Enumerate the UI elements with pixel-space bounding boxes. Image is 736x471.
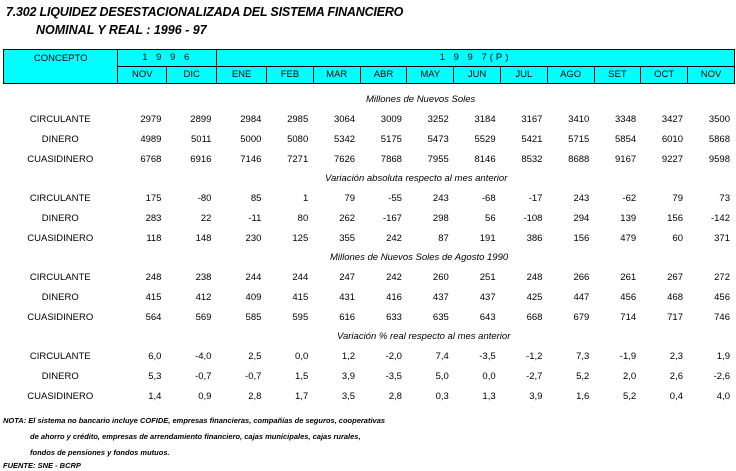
- table-cell: 437: [479, 292, 496, 303]
- table-cell: 243: [432, 193, 449, 204]
- section-label: Variación absoluta respecto al mes anterior: [325, 173, 508, 184]
- table-cell: 242: [386, 233, 402, 244]
- table-cell: 260: [432, 272, 449, 283]
- table-cell: 0,3: [435, 391, 449, 402]
- table-cell: 244: [292, 272, 309, 283]
- note-line-2: de ahorro y crédito, empresas de arrendamiento financiero, cajas municipales, cajas rurales,: [30, 432, 361, 441]
- table-cell: 2,5: [248, 351, 262, 362]
- table-cell: -62: [622, 193, 637, 204]
- table-cell: 156: [573, 233, 590, 244]
- table-cell: 7271: [287, 154, 309, 165]
- table-cell: 425: [526, 292, 543, 303]
- table-row: [3, 189, 735, 209]
- table-cell: 3410: [568, 114, 590, 125]
- table-cell: 73: [719, 193, 730, 204]
- year-1997-header: 1 9 9 7(P): [217, 50, 735, 67]
- table-cell: 3252: [427, 114, 449, 125]
- table-cell: 3009: [380, 114, 402, 125]
- table-cell: 79: [344, 193, 356, 204]
- source-note: FUENTE: SNE - BCRP: [3, 461, 81, 470]
- table-cell: 643: [479, 312, 496, 323]
- table-cell: 409: [245, 292, 262, 303]
- table-cell: 2,8: [248, 391, 262, 402]
- table-cell: 6010: [661, 134, 683, 145]
- table-cell: 156: [667, 213, 683, 224]
- data-section: [3, 268, 735, 328]
- month-header: NOV: [688, 67, 735, 84]
- table-cell: 5175: [380, 134, 402, 145]
- table-cell: 2,6: [669, 371, 683, 382]
- table-cell: 386: [526, 233, 543, 244]
- table-row: [3, 130, 735, 150]
- row-label: DINERO: [41, 292, 79, 303]
- table-row: [3, 229, 735, 249]
- table-cell: 3184: [474, 114, 496, 125]
- table-row: [3, 110, 735, 130]
- table-cell: 5,2: [576, 371, 590, 382]
- table-cell: 371: [714, 233, 730, 244]
- table-cell: 272: [714, 272, 730, 283]
- table-subtitle: NOMINAL Y REAL : 1996 - 97: [36, 23, 207, 37]
- table-cell: 679: [573, 312, 590, 323]
- table-cell: 22: [200, 213, 212, 224]
- table-cell: 0,9: [198, 391, 212, 402]
- table-cell: 7955: [427, 154, 449, 165]
- table-cell: 3,9: [341, 371, 356, 382]
- section-label: Millones de Nuevos Soles: [366, 94, 476, 105]
- table-cell: 1,6: [576, 391, 590, 402]
- table-cell: 5421: [521, 134, 543, 145]
- table-cell: 5,3: [148, 371, 162, 382]
- table-cell: 0,0: [482, 371, 496, 382]
- table-cell: 1,9: [716, 351, 730, 362]
- table-cell: 261: [620, 272, 637, 283]
- table-cell: -2,6: [713, 371, 730, 382]
- table-cell: 5868: [708, 134, 730, 145]
- table-row: [3, 387, 735, 407]
- table-cell: 412: [195, 292, 212, 303]
- year-1996-header: 1 9 9 6: [118, 50, 217, 67]
- row-label: CUASIDINERO: [27, 154, 94, 165]
- table-cell: 1,4: [148, 391, 162, 402]
- table-cell: 431: [339, 292, 356, 303]
- row-label: CIRCULANTE: [29, 272, 91, 283]
- month-header: ENE: [217, 67, 267, 84]
- table-cell: -108: [523, 213, 543, 224]
- table-cell: 2,0: [622, 371, 637, 382]
- table-cell: 1,7: [295, 391, 309, 402]
- month-header: MAR: [313, 67, 360, 84]
- table-cell: 294: [573, 213, 590, 224]
- row-label: CIRCULANTE: [29, 351, 91, 362]
- table-cell: -2,0: [385, 351, 402, 362]
- table-cell: 3064: [333, 114, 356, 125]
- table-cell: 85: [250, 193, 262, 204]
- table-cell: 9227: [661, 154, 683, 165]
- month-header: OCT: [641, 67, 688, 84]
- table-cell: 8532: [521, 154, 543, 165]
- table-cell: 437: [432, 292, 449, 303]
- month-header: SET: [594, 67, 641, 84]
- table-cell: -1,9: [619, 351, 637, 362]
- table-cell: 635: [432, 312, 449, 323]
- table-cell: 714: [620, 312, 637, 323]
- table-cell: 175: [145, 193, 162, 204]
- table-cell: 248: [526, 272, 543, 283]
- data-section: [3, 189, 735, 249]
- table-cell: 595: [292, 312, 309, 323]
- table-cell: 87: [438, 233, 449, 244]
- table-cell: 5,0: [435, 371, 449, 382]
- table-cell: 415: [145, 292, 162, 303]
- table-cell: 5011: [191, 134, 212, 145]
- table-cell: 456: [714, 292, 730, 303]
- table-cell: 6,0: [148, 351, 162, 362]
- table-cell: 4989: [140, 134, 162, 145]
- table-title: 7.302 LIQUIDEZ DESESTACIONALIZADA DEL SISTEMA FINANCIERO: [6, 5, 404, 19]
- table-cell: 1,3: [482, 391, 496, 402]
- table-cell: 0,0: [295, 351, 309, 362]
- table-cell: 7868: [380, 154, 402, 165]
- section-label: Variación % real respecto al mes anterior: [337, 331, 511, 342]
- table-cell: -0,7: [245, 371, 262, 382]
- table-cell: 242: [386, 272, 402, 283]
- table-row: [3, 308, 735, 328]
- month-header: MAY: [407, 67, 454, 84]
- table-cell: 262: [339, 213, 356, 224]
- table-cell: 118: [146, 233, 162, 244]
- table-cell: 266: [573, 272, 590, 283]
- row-label: CUASIDINERO: [27, 391, 94, 402]
- table-cell: 5854: [615, 134, 637, 145]
- table-cell: 569: [195, 312, 212, 323]
- table-cell: 8146: [474, 154, 496, 165]
- table-cell: 125: [292, 233, 309, 244]
- table-cell: -17: [528, 193, 543, 204]
- month-header: JUL: [500, 67, 547, 84]
- table-cell: -80: [197, 193, 212, 204]
- table-cell: 416: [386, 292, 402, 303]
- table-cell: -3,5: [385, 371, 402, 382]
- table-cell: 355: [339, 233, 356, 244]
- row-label: DINERO: [41, 371, 79, 382]
- table-cell: 1,5: [295, 371, 309, 382]
- table-row: [3, 347, 735, 367]
- table-cell: 247: [339, 272, 356, 283]
- table-cell: 456: [620, 292, 637, 303]
- table-cell: 585: [245, 312, 262, 323]
- table-cell: 7146: [240, 154, 262, 165]
- table-row: [3, 209, 735, 229]
- table-cell: 2985: [287, 114, 309, 125]
- table-cell: 243: [573, 193, 590, 204]
- table-cell: 6768: [140, 154, 162, 165]
- table-cell: 5529: [474, 134, 496, 145]
- column-header: [3, 49, 735, 84]
- table-cell: 148: [195, 233, 212, 244]
- table-cell: 248: [145, 272, 162, 283]
- section-label: Millones de Nuevos Soles de Agosto 1990: [330, 252, 509, 263]
- table-cell: 1: [302, 193, 309, 204]
- table-cell: 267: [667, 272, 683, 283]
- table-cell: 616: [339, 312, 356, 323]
- table-cell: 5080: [287, 134, 309, 145]
- data-section: [3, 110, 735, 170]
- table-cell: 2984: [240, 114, 262, 125]
- month-header: NOV: [118, 67, 167, 84]
- note-line-1: NOTA: El sistema no bancario incluye COFIDE, empresas financieras, compañías de seguros, cooperativas: [3, 416, 386, 425]
- table-cell: 5342: [333, 134, 356, 145]
- table-cell: 564: [145, 312, 162, 323]
- table-cell: 3500: [708, 114, 730, 125]
- table-cell: 5473: [427, 134, 449, 145]
- table-cell: 60: [672, 233, 683, 244]
- month-header: JUN: [454, 67, 501, 84]
- table-cell: 251: [479, 272, 496, 283]
- table-cell: 79: [672, 193, 683, 204]
- table-cell: -2,7: [526, 371, 543, 382]
- table-cell: 191: [479, 233, 496, 244]
- table-cell: 238: [195, 272, 212, 283]
- table-cell: 80: [297, 213, 309, 224]
- table-cell: 746: [714, 312, 730, 323]
- row-label: DINERO: [41, 213, 79, 224]
- month-header: DIC: [167, 67, 217, 84]
- table-cell: 668: [526, 312, 543, 323]
- table-cell: 0,4: [669, 391, 683, 402]
- table-cell: 7,3: [576, 351, 590, 362]
- table-cell: 717: [667, 312, 683, 323]
- note-line-3: fondos de pensiones y fondos mutuos.: [30, 448, 170, 457]
- table-cell: 3,9: [529, 391, 543, 402]
- table-cell: 2899: [190, 114, 212, 125]
- table-cell: 230: [245, 233, 262, 244]
- table-cell: -0,7: [195, 371, 212, 382]
- table-cell: 2,3: [669, 351, 683, 362]
- table-cell: 3,5: [341, 391, 356, 402]
- table-cell: 9167: [615, 154, 637, 165]
- table-cell: 3348: [615, 114, 637, 125]
- concept-header: CONCEPTO: [4, 50, 118, 84]
- table-cell: 3427: [661, 114, 683, 125]
- table-cell: 2979: [140, 114, 162, 125]
- table-cell: 447: [573, 292, 590, 303]
- data-section: [3, 347, 735, 407]
- table-cell: 479: [620, 233, 637, 244]
- table-cell: -167: [382, 213, 402, 224]
- table-cell: 9598: [708, 154, 730, 165]
- table-cell: 5715: [568, 134, 590, 145]
- month-header: FEB: [267, 67, 314, 84]
- table-cell: 139: [620, 213, 637, 224]
- table-cell: 5000: [240, 134, 262, 145]
- table-cell: 2,8: [388, 391, 402, 402]
- table-cell: 3167: [521, 114, 543, 125]
- table-cell: 7626: [333, 154, 356, 165]
- row-label: DINERO: [41, 134, 79, 145]
- table-row: [3, 367, 735, 387]
- table-row: [3, 288, 735, 308]
- table-cell: 298: [432, 213, 449, 224]
- table-cell: 7,4: [435, 351, 449, 362]
- row-label: CIRCULANTE: [29, 114, 91, 125]
- table-cell: 468: [667, 292, 683, 303]
- table-cell: 6916: [190, 154, 212, 165]
- table-cell: -68: [481, 193, 496, 204]
- table-cell: -55: [388, 193, 402, 204]
- table-cell: 415: [292, 292, 309, 303]
- table-cell: 8688: [568, 154, 590, 165]
- row-label: CUASIDINERO: [27, 312, 94, 323]
- table-cell: -142: [710, 213, 730, 224]
- table-cell: -4,0: [195, 351, 212, 362]
- table-cell: -3,5: [479, 351, 496, 362]
- month-header: ABR: [360, 67, 407, 84]
- table-row: [3, 150, 735, 170]
- table-cell: -1,2: [526, 351, 543, 362]
- row-label: CIRCULANTE: [29, 193, 91, 204]
- table-cell: 5,2: [622, 391, 637, 402]
- table-cell: 283: [145, 213, 162, 224]
- table-cell: -11: [248, 213, 262, 224]
- table-cell: 1,2: [341, 351, 356, 362]
- table-cell: 56: [485, 213, 496, 224]
- table-cell: 244: [245, 272, 262, 283]
- row-label: CUASIDINERO: [27, 233, 94, 244]
- table-cell: 4,0: [716, 391, 730, 402]
- table-row: [3, 268, 735, 288]
- table-cell: 633: [386, 312, 402, 323]
- month-header: AGO: [547, 67, 594, 84]
